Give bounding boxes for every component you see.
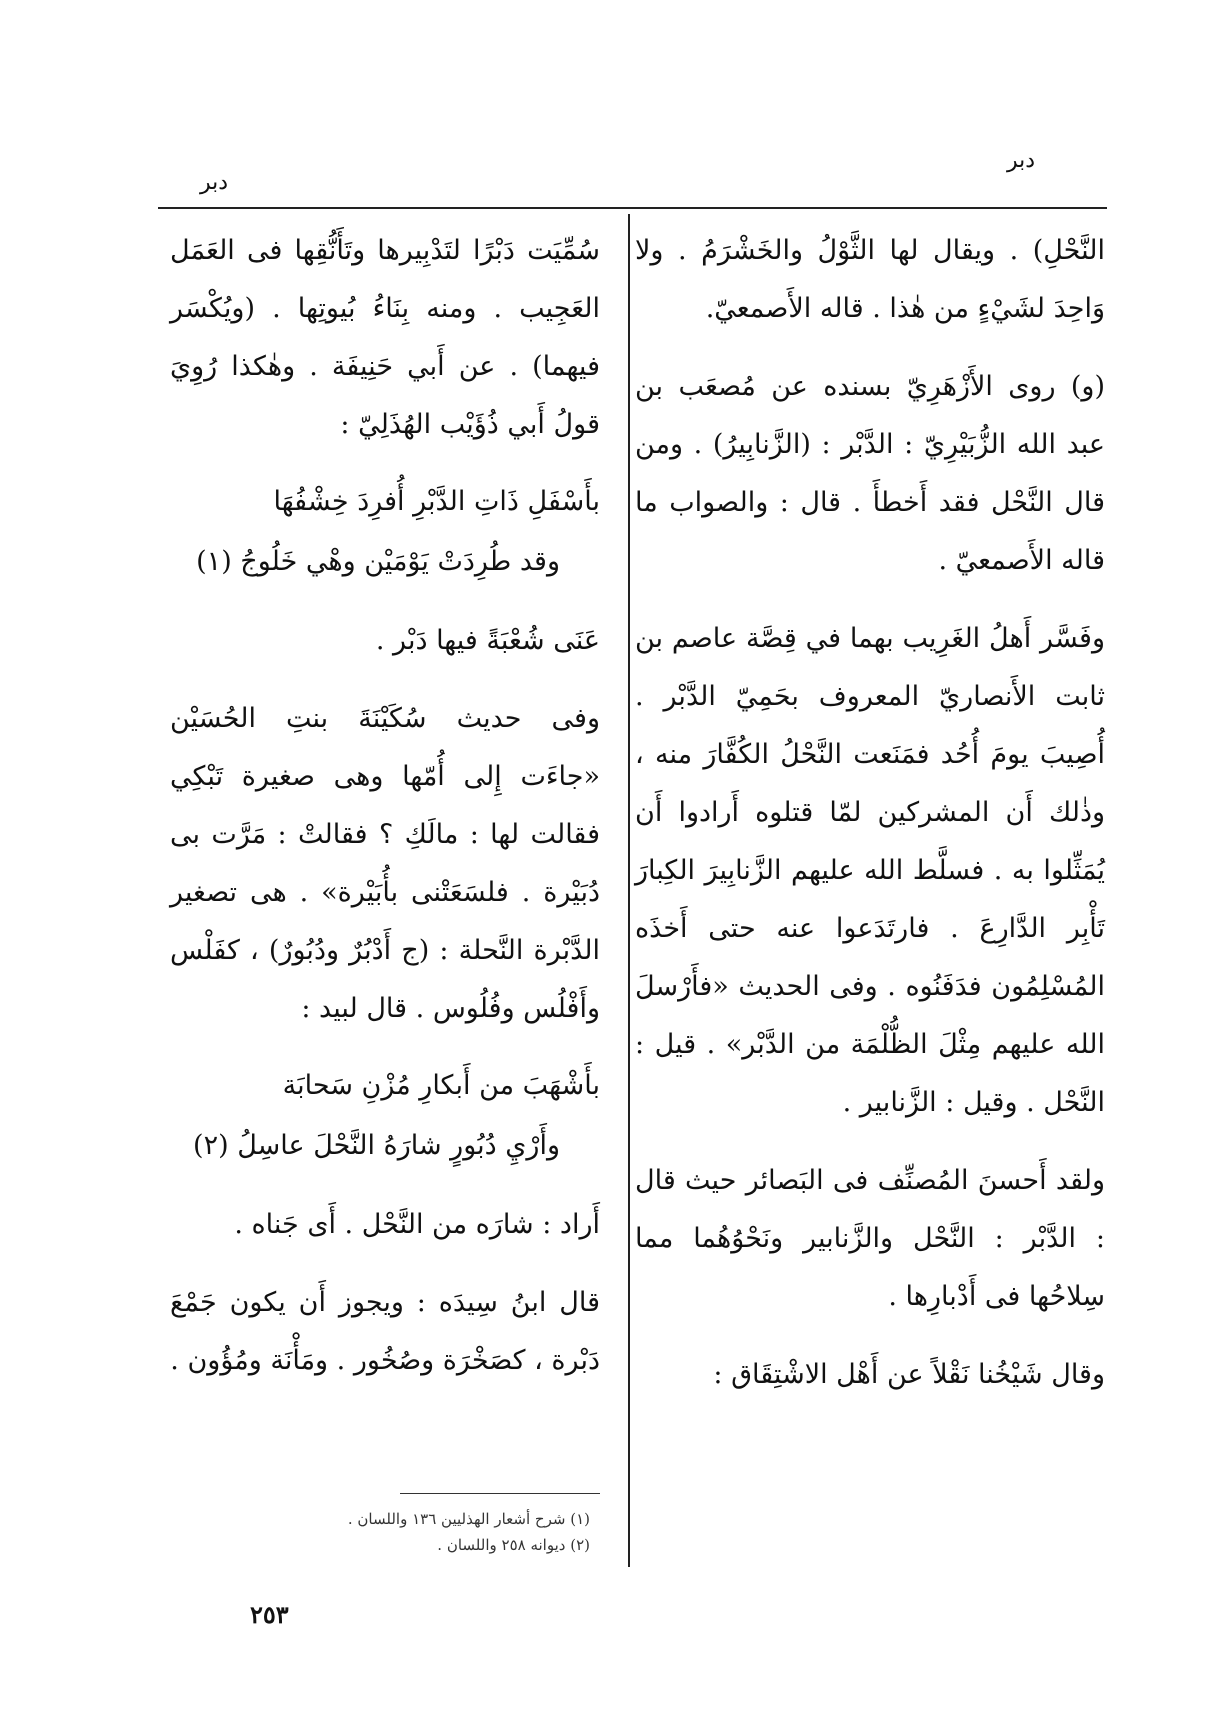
left-column — [170, 222, 600, 1410]
paragraph: عَنَى شُعْبَةً فيها دَبْر . — [375, 625, 600, 656]
paragraph: وفَسَّر أَهلُ الغَرِيب بهما في قِصَّة عاصم بن ثابت الأَنصاريّ المعروف بحَمِيّ الدَّبْر . أُصِيبَ يومَ أُحُد فمَنَعت النَّحْلُ الكُفَّارَ منه ، وذٰلك أَن المشركين لمّا قتلوه أَرادوا أَن يُمَثِّلوا به . فسلَّط الله عليهم الزَّنابِيرَ الكِبارَ تَأْبِر الدَّارِعَ . فارتَدَعوا عنه حتى أَخذَه المُسْلِمُون فدَفَنُوه . وفى الحديث «فأَرْسلَ الله عليهم مِثْلَ الظُّلْمَة من الدَّبْر» . قيل : النَّحْل . وقيل : الزَّنابير . — [635, 623, 1105, 1118]
paragraph: النَّحْلِ) . ويقال لها الثَّوْلُ والخَشْرَمُ . ولا وَاحِدَ لشَيْءٍ من هٰذا . قاله الأَصمعيّ. — [635, 235, 1105, 324]
paragraph: (و) روى الأَزْهَرِيّ بسنده عن مُصعَب بن عبد الله الزُّبَيْرِيّ : الدَّبْر : (الزَّنابِيرُ) . ومن قال النَّحْل فقد أَخطأَ . قال : والصواب ما قاله الأَصمعيّ . — [635, 371, 1105, 576]
footnote: (٢) ديوانه ٢٥٨ واللسان . — [437, 1536, 590, 1554]
verse-line: بأَشْهَبَ من أَبكارِ مُزْنِ سَحابَة — [282, 1070, 600, 1101]
footnote-rule — [400, 1493, 600, 1494]
paragraph: سُمِّيَت دَبْرًا لتَدْبِيرها وتَأَنُّقِها فى العَمَل العَجِيب . ومنه بِنَاءُ بُيوتِها . (ويُكْسَر فيهما) . عن أَبي حَنِيفَة . وهٰكذا رُوِيَ قولُ أَبي ذُؤَيْب الهُذَلِيّ : — [170, 235, 600, 440]
paragraph: وفى حديث سُكَيْنَةَ بنتِ الحُسَيْن «جاءَت إِلى أُمّها وهى صغيرة تَبْكِي فقالت لها : مالَكِ ؟ فقالتْ : مَرَّت بى دُبَيْرة . فلسَعَتْنى بأُبَيْرة» . هى تصغير الدَّبْرة النَّحلة : (ج أَدْبُرٌ ودُبُورٌ) ، كفَلْس وأَفْلُس وفُلُوس . قال لبيد : — [170, 703, 600, 1024]
paragraph: وقال شَيْخُنا نَقْلاً عن أَهْل الاشْتِقَاق : — [713, 1359, 1105, 1390]
header-rule — [158, 207, 1107, 209]
verse-line: وقد طُرِدَتْ يَوْمَيْن وهْي خَلُوجُ (١) — [196, 546, 560, 577]
footnote: (١) شرح أشعار الهذليين ١٣٦ واللسان . — [347, 1510, 590, 1528]
running-header-right: دبر — [1006, 148, 1035, 173]
paragraph: قال ابنُ سِيدَه : ويجوز أَن يكون جَمْعَ دَبْرة ، كصَخْرَة وصُخُور . ومَأْنَة ومُؤُون . — [170, 1287, 600, 1376]
footnotes — [348, 1506, 590, 1558]
running-header-left: دبر — [200, 170, 229, 195]
right-column — [635, 222, 1105, 1424]
paragraph: أَراد : شارَه من النَّحْل . أَى جَناه . — [234, 1209, 600, 1240]
verse-line: بأَسْفَلِ ذَاتِ الدَّبْرِ أُفرِدَ خِشْفُهَا — [273, 486, 600, 517]
verse-line: وأَرْيِ دُبُورٍ شارَهُ النَّحْلَ عاسِلُ (٢) — [193, 1130, 560, 1161]
column-divider — [628, 214, 630, 1567]
page-number: ٢٥٣ — [250, 1600, 289, 1629]
paragraph: ولقد أَحسنَ المُصنِّف فى البَصائر حيث قال : الدَّبْر : النَّحْل والزَّنابير ونَحْوُهُما مما سِلاحُها فى أَدْبارِها . — [635, 1165, 1105, 1312]
